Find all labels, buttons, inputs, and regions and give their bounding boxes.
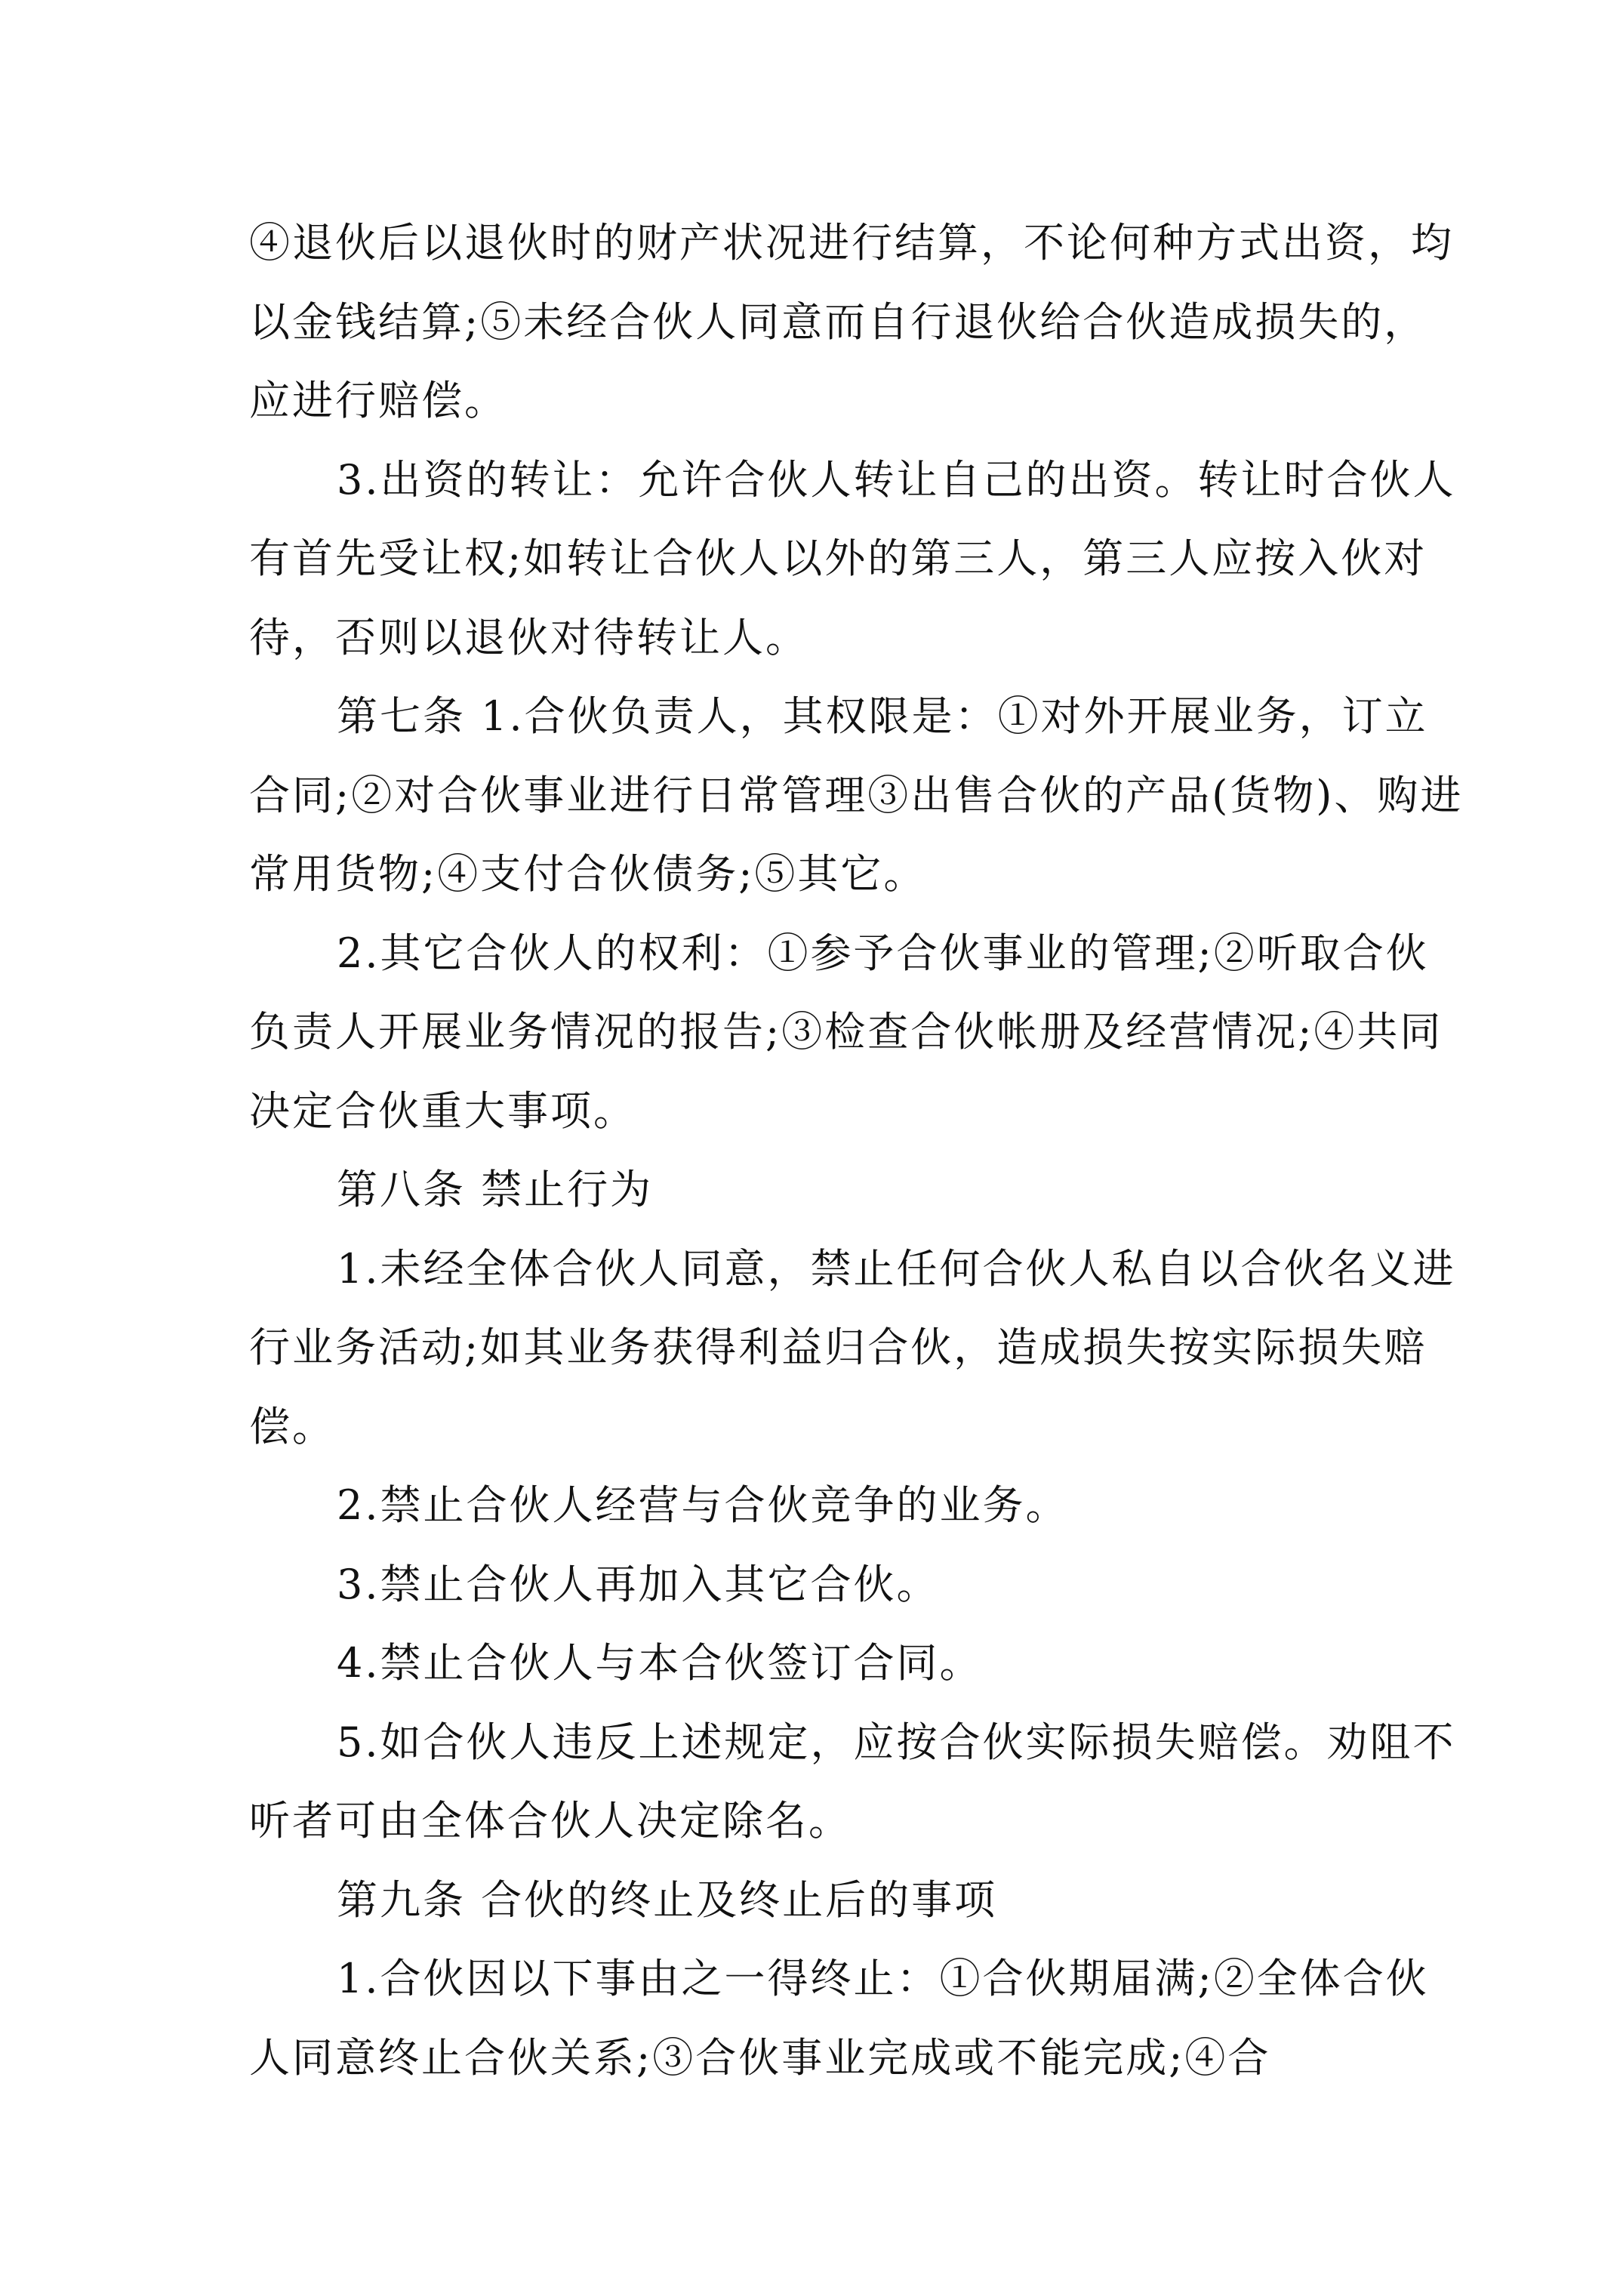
document-body	[249, 204, 1464, 2097]
paragraph-9: 4.禁止合伙人与本合伙签订合同。	[337, 1639, 983, 1687]
paragraph-3: 第七条 1.合伙负责人，其权限是：①对外开展业务，订立合同;②对合伙事业进行日常管理③出售合伙的产品(货物)、购进常用货物;④支付合伙债务;⑤其它。	[249, 692, 1464, 898]
paragraph-10: 5.如合伙人违反上述规定，应按合伙实际损失赔偿。劝阻不听者可由全体合伙人决定除名。	[249, 1718, 1456, 1845]
paragraph-6: 1.未经全体合伙人同意，禁止任何合伙人私自以合伙名义进行业务活动;如其业务获得利益归合伙，造成损失按实际损失赔偿。	[249, 1244, 1456, 1450]
section-heading-8: 第八条 禁止行为	[337, 1166, 654, 1213]
paragraph-4: 2.其它合伙人的权利：①参予合伙事业的管理;②听取合伙负责人开展业务情况的报告;③检查合伙帐册及经营情况;④共同决定合伙重大事项。	[249, 929, 1443, 1135]
paragraph-12: 1.合伙因以下事由之一得终止：①合伙期届满;②全体合伙人同意终止合伙关系;③合伙事业完成或不能完成;④合	[249, 1955, 1429, 2082]
paragraph-8: 3.禁止合伙人再加入其它合伙。	[337, 1560, 940, 1608]
paragraph-7: 2.禁止合伙人经营与合伙竞争的业务。	[337, 1481, 1069, 1529]
paragraph-1: ④退伙后以退伙时的财产状况进行结算，不论何种方式出资，均以金钱结算;⑤未经合伙人同意而自行退伙给合伙造成损失的，应进行赔偿。	[249, 219, 1454, 424]
paragraph-2: 3.出资的转让：允许合伙人转让自己的出资。转让时合伙人有首先受让权;如转让合伙人以外的第三人，第三人应按入伙对待，否则以退伙对待转让人。	[249, 455, 1456, 661]
section-heading-9: 第九条 合伙的终止及终止后的事项	[337, 1875, 998, 1924]
